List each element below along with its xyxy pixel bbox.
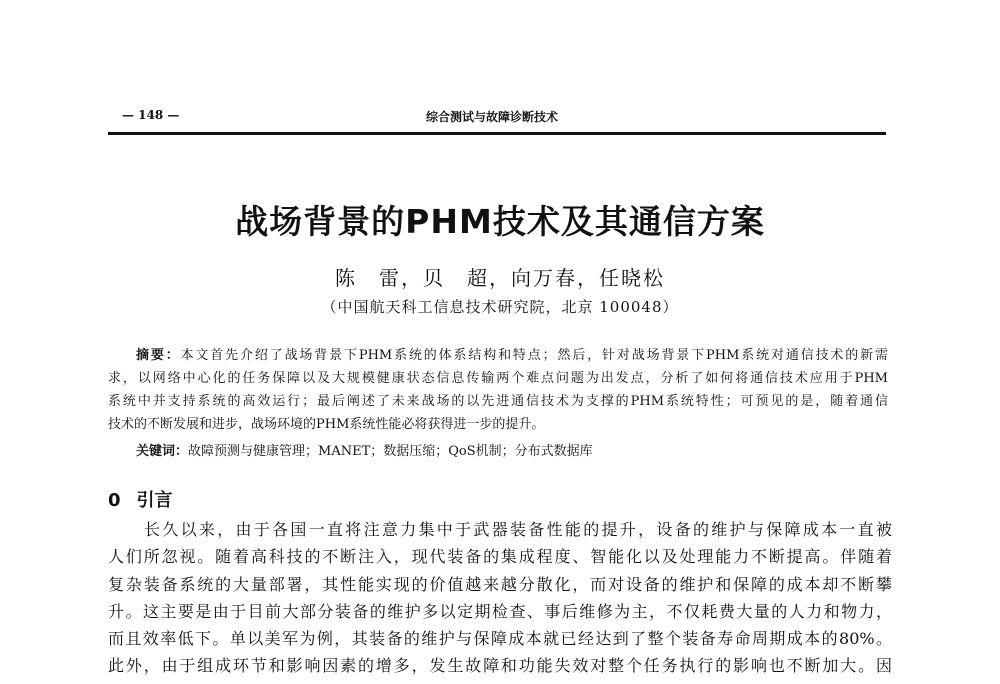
abstract-line-text: 本文首先介绍了战场背景下PHM系统的体系结构和特点；然后，针对战场背景下PHM系统对通信技术的新需 <box>180 348 888 363</box>
abstract-line: 系统中并支持系统的高效运行；最后阐述了未来战场的以先进通信技术为支撑的PHM系统特性；可预见的是，随着通信 <box>108 394 888 409</box>
journal-name: 综合测试与故障诊断技术 <box>426 110 559 124</box>
section-number: 0 <box>108 490 121 511</box>
keywords-text: 故障预测与健康管理；MANET；数据压缩；QoS机制；分布式数据库 <box>188 444 593 459</box>
body-line: 复杂装备系统的大量部署，其性能实现的价值越来越分散化，而对设备的维护和保障的成本却不断攀 <box>108 574 892 594</box>
section-heading <box>108 486 173 512</box>
running-header <box>108 108 886 130</box>
abstract-label: 摘要： <box>136 348 181 363</box>
body-line: 而且效率低下。单以美军为例，其装备的维护与保障成本就已经达到了整个装备寿命周期成本的80%。 <box>108 629 892 649</box>
keywords <box>136 440 593 459</box>
header-rule <box>108 132 886 135</box>
section-title: 引言 <box>136 490 173 511</box>
body-line: 此外，由于组成环节和影响因素的增多，发生故障和功能失效对整个任务执行的影响也不断加大。因 <box>108 656 892 676</box>
keywords-label: 关键词： <box>136 444 189 459</box>
abstract-line <box>108 344 888 367</box>
abstract-line: 技术的不断发展和进步，战场环境的PHM系统性能必将获得进一步的提升。 <box>108 417 545 432</box>
body-paragraph <box>108 516 892 680</box>
author-list: 陈 雷，贝 超，向万春，任晓松 <box>335 266 665 290</box>
abstract-line: 求，以网络中心化的任务保障以及大规模健康状态信息传输两个难点问题为出发点，分析了如何将通信技术应用于PHM <box>108 371 888 386</box>
body-line: 升。这主要是由于目前大部分装备的维护多以定期检查、事后维修为主，不仅耗费大量的人力和物力， <box>108 601 892 621</box>
paper-title: 战场背景的PHM技术及其通信方案 <box>235 202 765 241</box>
body-line: 人们所忽视。随着高科技的不断注入，现代装备的集成程度、智能化以及处理能力不断提高。伴随着 <box>108 547 892 567</box>
abstract <box>108 344 888 436</box>
affiliation: （中国航天科工信息技术研究院，北京 100048） <box>321 298 679 316</box>
body-line: 长久以来，由于各国一直将注意力集中于武器装备性能的提升，设备的维护与保障成本一直被 <box>144 520 892 539</box>
page-number: — 148 — <box>122 108 180 122</box>
